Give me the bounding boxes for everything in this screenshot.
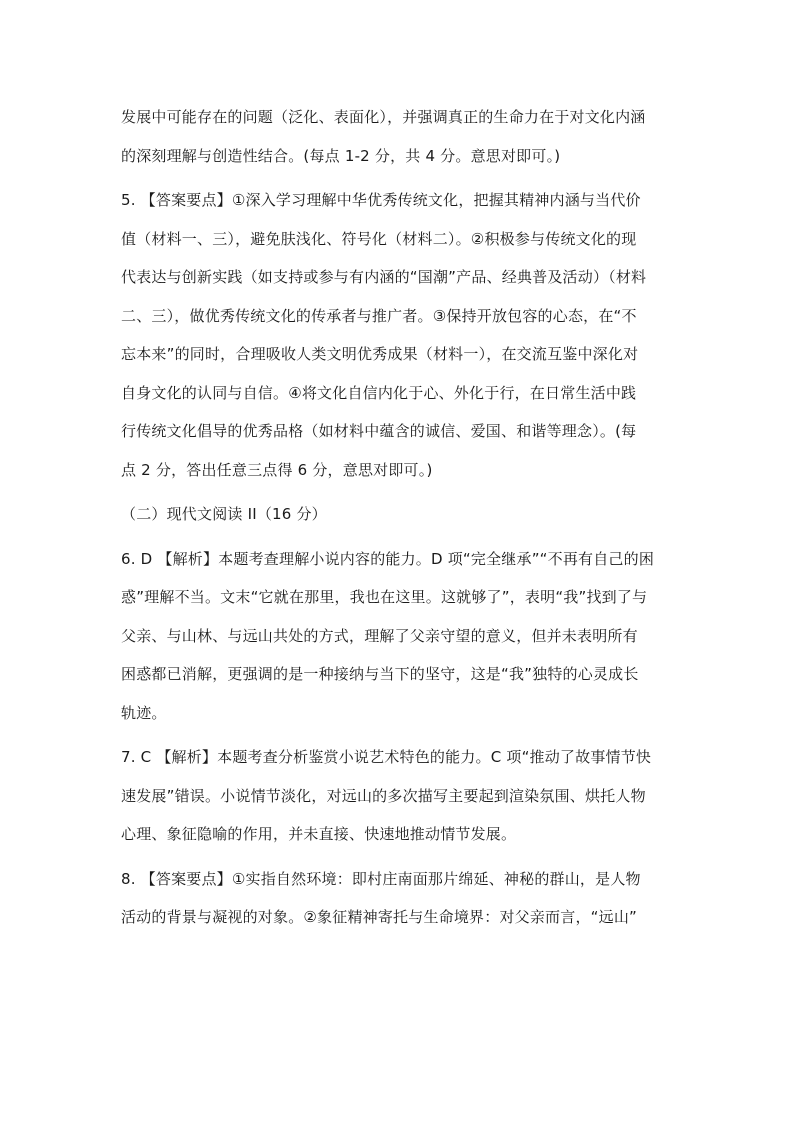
text-line: 发展中可能存在的问题（泛化、表面化），并强调真正的生命力在于对文化内涵 — [121, 108, 646, 126]
text-line: 活动的背景与凝视的对象。②象征精神寄托与生命境界：对父亲而言，“远山” — [121, 908, 637, 926]
text-line: 自身文化的认同与自信。④将文化自信内化于心、外化于行，在日常生活中践 — [121, 383, 637, 402]
text-line: 5. 【答案要点】①深入学习理解中华优秀传统文化，把握其精神内涵与当代价 — [121, 191, 641, 209]
text-line: 8. 【答案要点】①实指自然环境：即村庄南面那片绵延、神秘的群山，是人物 — [121, 869, 641, 888]
answer-text — [121, 98, 673, 937]
text-line: 代表达与创新实践（如支持或参与有内涵的“国潮”产品、经典普及活动）（材料 — [121, 268, 647, 286]
text-line: 点 2 分，答出任意三点得 6 分，意思对即可。) — [121, 460, 433, 479]
text-line: 值（材料一、三），避免肤浅化、符号化（材料二）。②积极参与传统文化的现 — [121, 229, 637, 248]
text-line: 二、三），做优秀传统文化的传承者与推广者。③保持开放包容的心态，在“不 — [121, 306, 637, 325]
answer-q6 — [121, 540, 673, 733]
text-line: 父亲、与山林、与远山共处的方式，理解了父亲守望的意义，但并未表明所有 — [121, 626, 638, 645]
answer-q8 — [121, 860, 673, 937]
text-line: 轨迹。 — [121, 703, 167, 722]
paragraph-continuation — [121, 98, 673, 175]
text-line: 行传统文化倡导的优秀品格（如材料中蕴含的诚信、爱国、和谐等理念）。(每 — [121, 422, 637, 440]
answer-q5 — [121, 181, 673, 489]
answer-q7 — [121, 738, 673, 854]
text-line: 困惑都已消解，更强调的是一种接纳与当下的坚守，这是“我”独特的心灵成长 — [121, 665, 639, 683]
section-heading: （二）现代文阅读 II（16 分） — [121, 505, 327, 523]
text-line: 速发展”错误。小说情节淡化，对远山的多次描写主要起到渲染氛围、烘托人物 — [121, 786, 646, 805]
text-line: 的深刻理解与创造性结合。(每点 1-2 分，共 4 分。意思对即可。) — [121, 146, 561, 165]
section-heading-reading-2 — [121, 495, 673, 534]
text-line: 6. D 【解析】本题考查理解小说内容的能力。D 项“完全继承”“不再有自己的困 — [121, 549, 655, 568]
text-line: 7. C 【解析】本题考查分析鉴赏小说艺术特色的能力。C 项“推动了故事情节快 — [121, 748, 652, 766]
text-line: 忘本来”的同时，合理吸收人类文明优秀成果（材料一），在交流互鉴中深化对 — [121, 345, 639, 363]
text-line: 心理、象征隐喻的作用，并未直接、快速地推动情节发展。 — [121, 825, 517, 843]
text-line: 惑”理解不当。文末“它就在那里，我也在这里。这就够了”，表明“我”找到了与 — [121, 588, 648, 606]
